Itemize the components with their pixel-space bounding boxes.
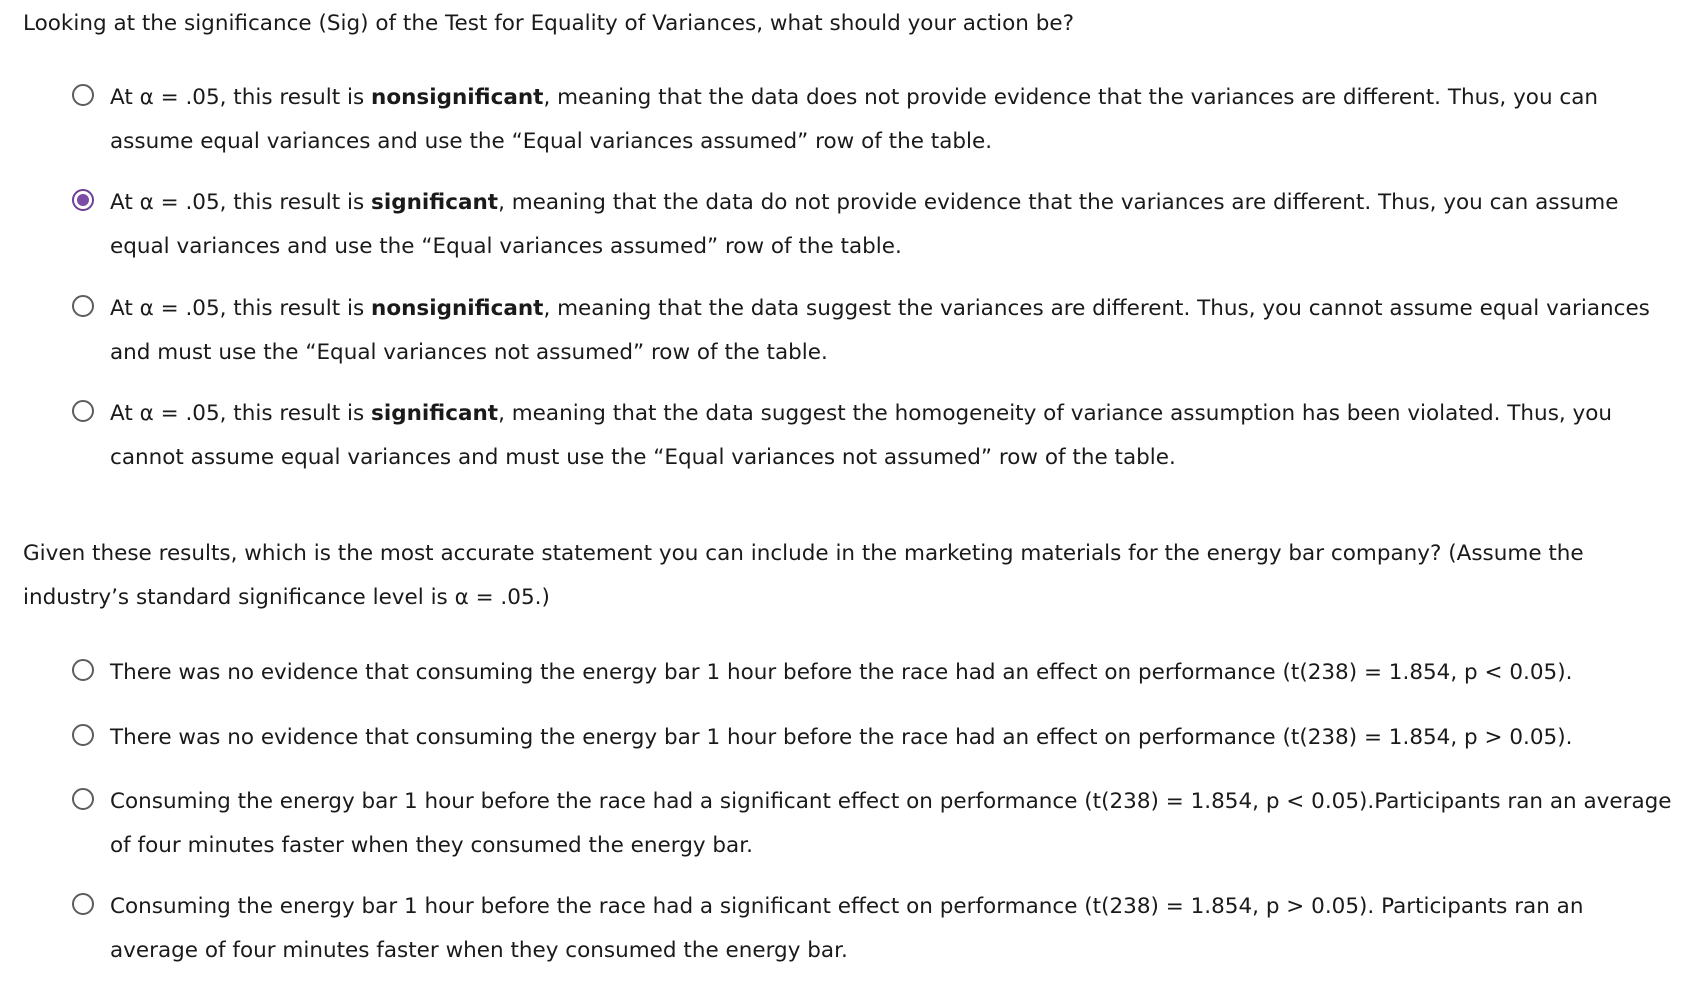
q1-option-3[interactable] (72, 287, 1686, 375)
q1-option-4-radio[interactable] (72, 400, 94, 422)
q1-option-1-label: At α = .05, this result is nonsignificant, meaning that the data does not provide evidence that the variances are different. Thus, you can assume equal variances and use the “Equal variances assumed” row of the table. (110, 85, 1599, 154)
q2-option-1-radio[interactable] (72, 659, 94, 681)
q2-option-4-radio[interactable] (72, 893, 94, 915)
q2-option-3[interactable] (72, 780, 1686, 868)
q1-option-4[interactable] (72, 392, 1686, 480)
q2-option-2[interactable] (72, 716, 1686, 760)
q1-option-1-radio[interactable] (72, 84, 94, 106)
q1-option-2-label: At α = .05, this result is significant, meaning that the data do not provide evidence that the variances are different. Thus, you can assume equal variances and use the “Equal variances assumed” row of the table. (110, 190, 1619, 259)
q2-option-3-radio[interactable] (72, 788, 94, 810)
q2-option-2-label: There was no evidence that consuming the energy bar 1 hour before the race had an effect on performance (t(238) = 1.854, p > 0.05). (110, 725, 1573, 750)
q2-option-4[interactable] (72, 885, 1686, 973)
question-2 (23, 532, 1666, 620)
q1-option-3-radio[interactable] (72, 295, 94, 317)
q1-option-2-radio[interactable] (72, 189, 94, 211)
q1-option-3-label: At α = .05, this result is nonsignificant, meaning that the data suggest the variances are different. Thus, you cannot assume equal variances and must use the “Equal variances not assumed” row of the table. (110, 296, 1650, 365)
q1-option-2[interactable] (72, 181, 1686, 269)
question-1 (23, 2, 1666, 46)
q2-option-1-label: There was no evidence that consuming the energy bar 1 hour before the race had an effect on performance (t(238) = 1.854, p < 0.05). (110, 660, 1573, 685)
q1-option-1[interactable] (72, 76, 1686, 164)
q2-option-3-label: Consuming the energy bar 1 hour before the race had a significant effect on performance (t(238) = 1.854, p < 0.05).Participants ran an average of four minutes faster when they consumed the energy bar. (110, 789, 1672, 858)
question-1-prompt: Looking at the significance (Sig) of the Test for Equality of Variances, what should your action be? (23, 11, 1075, 36)
q2-option-2-radio[interactable] (72, 724, 94, 746)
q2-option-4-label: Consuming the energy bar 1 hour before the race had a significant effect on performance (t(238) = 1.854, p > 0.05). Participants ran an average of four minutes faster when they consumed the energy bar. (110, 894, 1584, 963)
q1-option-4-label: At α = .05, this result is significant, meaning that the data suggest the homogeneity of variance assumption has been violated. Thus, you cannot assume equal variances and must use the “Equal variances not assumed” row of the table. (110, 401, 1613, 470)
question-2-prompt: Given these results, which is the most accurate statement you can include in the marketing materials for the energy bar company? (Assume the industry’s standard significance level is α = .05.) (23, 541, 1584, 610)
q2-option-1[interactable] (72, 651, 1686, 695)
